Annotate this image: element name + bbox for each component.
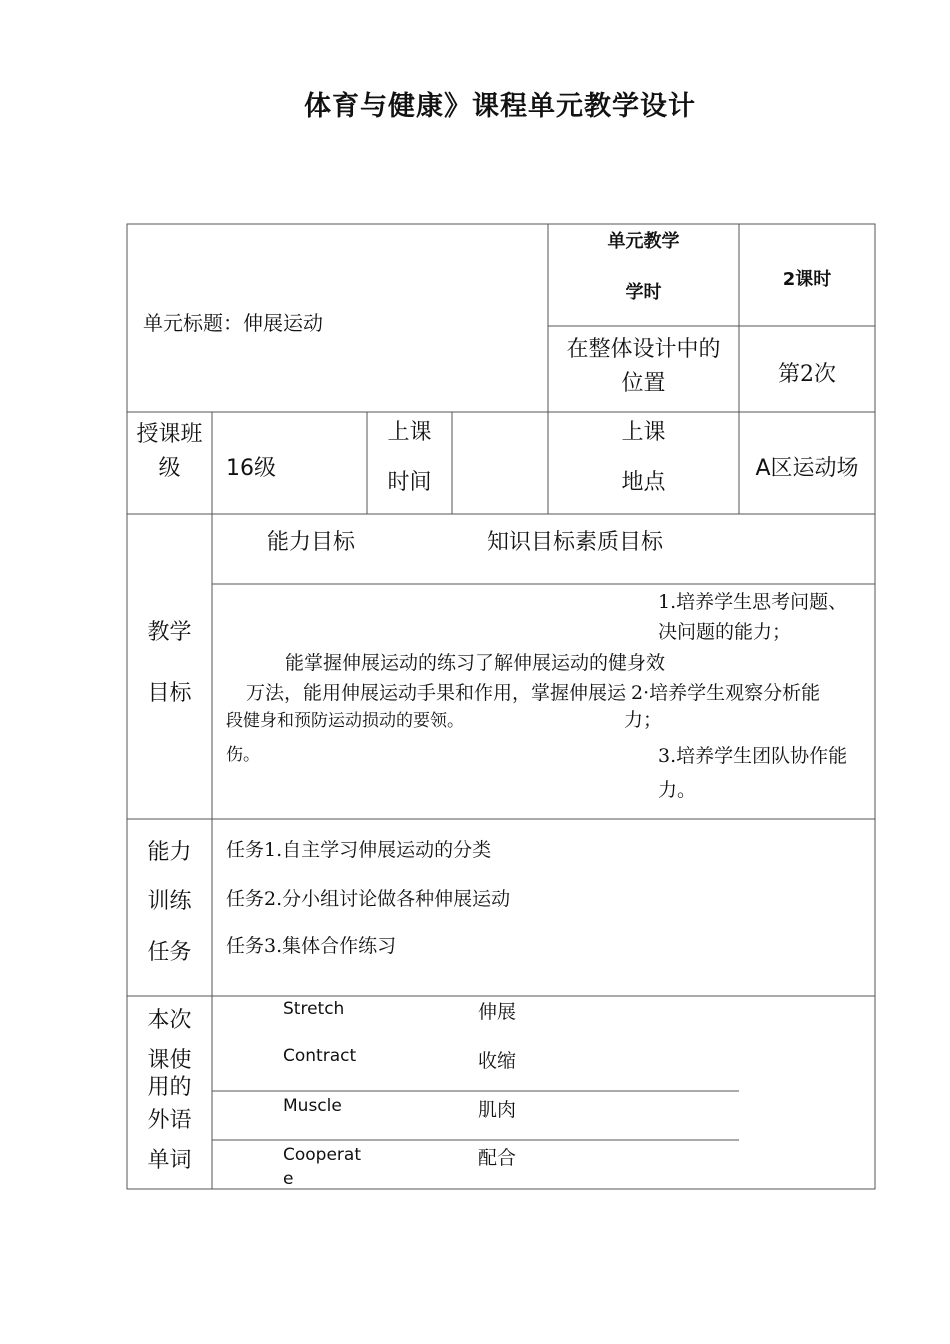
vocab-word-en-2: Contract	[283, 1046, 357, 1066]
class-label-2: 级	[158, 456, 181, 481]
vocab-word-en-4-cont: e	[283, 1169, 294, 1189]
vocab-word-en-4: Cooperat	[283, 1145, 361, 1165]
quality-line-5: 3.培养学生团队协作能	[658, 745, 848, 767]
quality-line-2: 决问题的能力；	[658, 621, 792, 643]
quality-line-1: 1.培养学生思考问题、	[658, 591, 848, 613]
quality-line-3: 2·培养学生观察分析能	[631, 682, 821, 704]
objective-line-2: 万法，能用伸展运动手果和作用，掌握伸展运	[246, 682, 627, 704]
task-item-2: 任务2.分小组讨论做各种伸展运动	[226, 888, 511, 910]
vocab-label-2: 课使	[147, 1048, 192, 1073]
vocab-word-zh-2: 收缩	[478, 1050, 517, 1072]
class-label-1: 授课班	[136, 422, 203, 447]
place-label-1: 上课	[621, 420, 666, 445]
objective-line-1: 能掌握伸展运动的练习了解伸展运动的健身效	[285, 652, 666, 674]
place-value: A区运动场	[755, 456, 859, 481]
time-label-1: 上课	[387, 420, 432, 445]
vocab-word-en-3: Muscle	[283, 1096, 342, 1116]
unit-hours-label-1: 单元教学	[607, 231, 680, 252]
quality-line-4: 力；	[624, 709, 663, 731]
unit-hours-label-2: 学时	[625, 282, 662, 303]
tasks-label-2: 训练	[147, 889, 192, 914]
objective-line-3: 段健身和预防运动损动的要领。	[226, 711, 464, 731]
ability-objective-header: 能力目标	[267, 530, 356, 555]
vocab-label-5: 单词	[147, 1148, 192, 1173]
tasks-label-3: 任务	[147, 940, 192, 965]
task-item-1: 任务1.自主学习伸展运动的分类	[226, 839, 492, 861]
page-title: 体育与健康》课程单元教学设计	[304, 91, 696, 122]
class-value: 16级	[226, 456, 276, 481]
position-value: 第2次	[778, 362, 836, 387]
vocab-label-3: 用的	[147, 1075, 192, 1100]
tasks-label-1: 能力	[147, 840, 192, 865]
vocab-word-en-1: Stretch	[283, 999, 345, 1019]
vocab-word-zh-3: 肌肉	[478, 1099, 517, 1121]
objectives-label-1: 教学	[147, 620, 192, 645]
unit-title: 单元标题：伸展运动	[143, 311, 323, 335]
objective-line-4: 伤。	[226, 745, 260, 765]
time-label-2: 时间	[387, 470, 432, 495]
position-label-1: 在整体设计中的	[566, 337, 721, 362]
vocab-label-4: 外语	[147, 1108, 192, 1133]
knowledge-quality-header: 知识目标素质目标	[487, 530, 664, 555]
objectives-label-2: 目标	[147, 681, 192, 706]
task-item-3: 任务3.集体合作练习	[226, 935, 397, 957]
position-label-2: 位置	[621, 371, 666, 396]
vocab-word-zh-1: 伸展	[478, 1001, 517, 1023]
unit-hours-value: 2课时	[782, 269, 832, 290]
vocab-label-1: 本次	[147, 1008, 192, 1033]
quality-line-6: 力。	[658, 779, 697, 801]
place-label-2: 地点	[621, 470, 666, 495]
vocab-word-zh-4: 配合	[478, 1147, 517, 1169]
